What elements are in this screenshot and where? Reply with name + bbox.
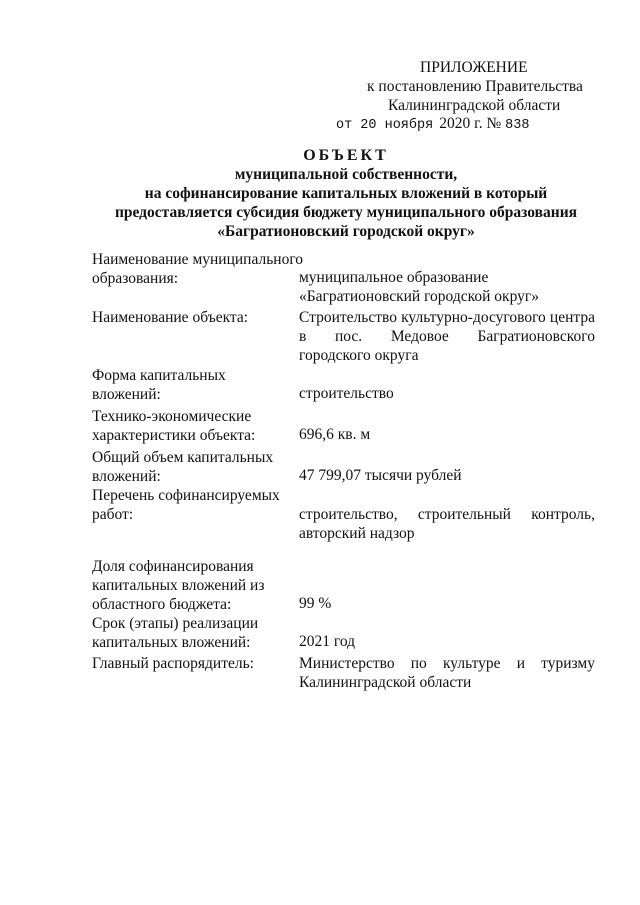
resolution-date-line (336, 114, 529, 135)
field-label: Форма капитальных вложений: (92, 367, 226, 403)
field-value (299, 505, 595, 543)
field-label: Технико-экономические характеристики объекта: (92, 408, 256, 444)
field-value: 2021 год (299, 633, 356, 650)
field-value: строительство (299, 385, 394, 402)
field-label: Доля софинансирования капитальных вложений из областного бюджета: (92, 558, 265, 613)
field-value: 99 % (299, 595, 332, 612)
title-line-3: предоставляется субсидия бюджету муниципального образования (114, 204, 578, 221)
appendix-label: ПРИЛОЖЕНИЕ (420, 59, 528, 76)
resolution-date: от 20 ноября (336, 118, 434, 133)
field-label: Перечень софинансируемых работ: (92, 487, 280, 523)
field-value: Министерство по культуре и туризму Калининградской области (299, 655, 595, 691)
field-value-line-2: авторский надзор (299, 525, 415, 542)
field-value-line-1: строительство, строительный контроль, (299, 506, 595, 523)
resolution-number: 838 (505, 118, 530, 133)
field-label: Общий объем капитальных вложений: (92, 449, 274, 485)
field-label: Наименование объекта: (92, 309, 249, 326)
title-line-1: муниципальной собственности, (234, 166, 458, 183)
region-name: Калининградской области (388, 97, 561, 114)
title-main: ОБЪЕКТ (303, 147, 389, 164)
field-value: 47 799,07 тысячи рублей (299, 467, 462, 484)
resolution-year: 2020 г. № (439, 115, 502, 132)
resolution-reference: к постановлению Правительства (367, 78, 583, 95)
field-label: Главный распорядитель: (92, 655, 254, 672)
field-value: Строительство культурно-досугового центра в пос. Медовое Багратионовского городского округа (299, 309, 595, 364)
field-label: Срок (этапы) реализации капитальных вложений: (92, 615, 259, 651)
document-title (60, 146, 632, 241)
title-line-2: на софинансирование капитальных вложений в который (144, 185, 548, 202)
field-value: муниципальное образование «Багратионовский городской округ» (299, 269, 539, 305)
field-label: Наименование муниципального образования: (92, 251, 304, 287)
field-value: 696,6 кв. м (299, 426, 371, 443)
title-line-4: «Багратионовский городской округ» (217, 223, 475, 240)
